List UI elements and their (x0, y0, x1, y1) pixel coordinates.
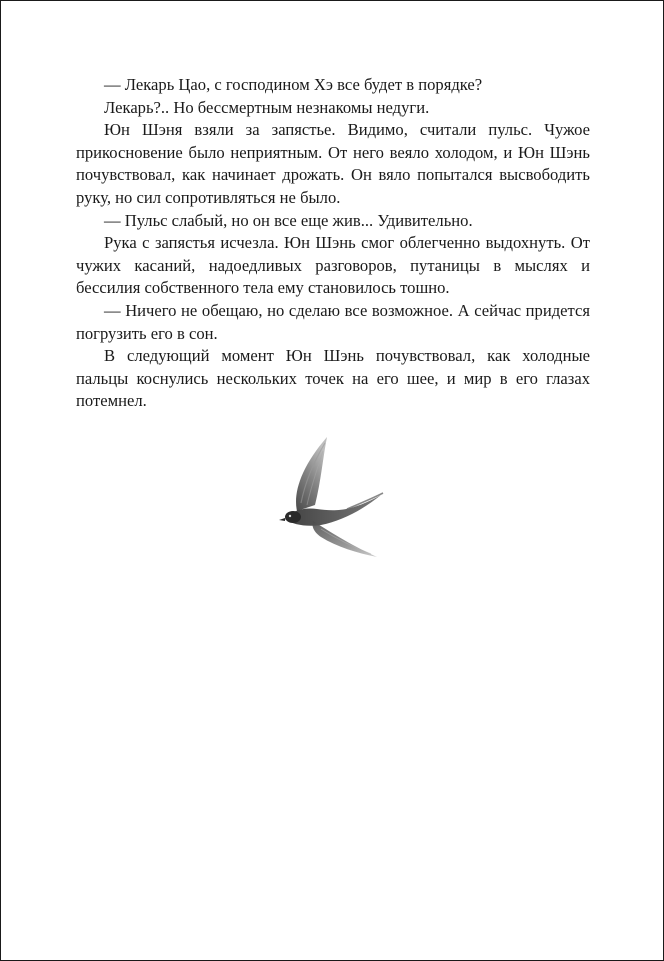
paragraph: Рука с запястья исчезла. Юн Шэнь смог облегченно выдохнуть. От чужих касаний, надоедливых разговоров, путаницы в мыслях и бессилия собственного тела ему становилось тошно. (76, 233, 590, 298)
paragraph: Лекарь?.. Но бессмертным незнакомы недуги. (104, 97, 430, 117)
paragraph: — Лекарь Цао, с господином Хэ все будет в порядке? (104, 75, 483, 94)
paragraph: Юн Шэня взяли за запястье. Видимо, считали пульс. Чужое прикосновение было неприятным. От него веяло холодом, и Юн Шэнь почувствовал, как начинает дрожать. Он вяло попытался высвободить руку, но сил сопротивляться не было. (76, 120, 590, 207)
paragraph: — Ничего не обещаю, но сделаю все возможное. А сейчас придется погрузить его в сон. (76, 300, 590, 343)
swallow-bird-icon (277, 433, 387, 559)
body-text (76, 74, 590, 413)
paragraph: — Пульс слабый, но он все еще жив... Удивительно. (104, 210, 473, 230)
paragraph: В следующий момент Юн Шэнь почувствовал, как холодные пальцы коснулись нескольких точек на его шее, и мир в его глазах потемнел. (76, 346, 590, 411)
